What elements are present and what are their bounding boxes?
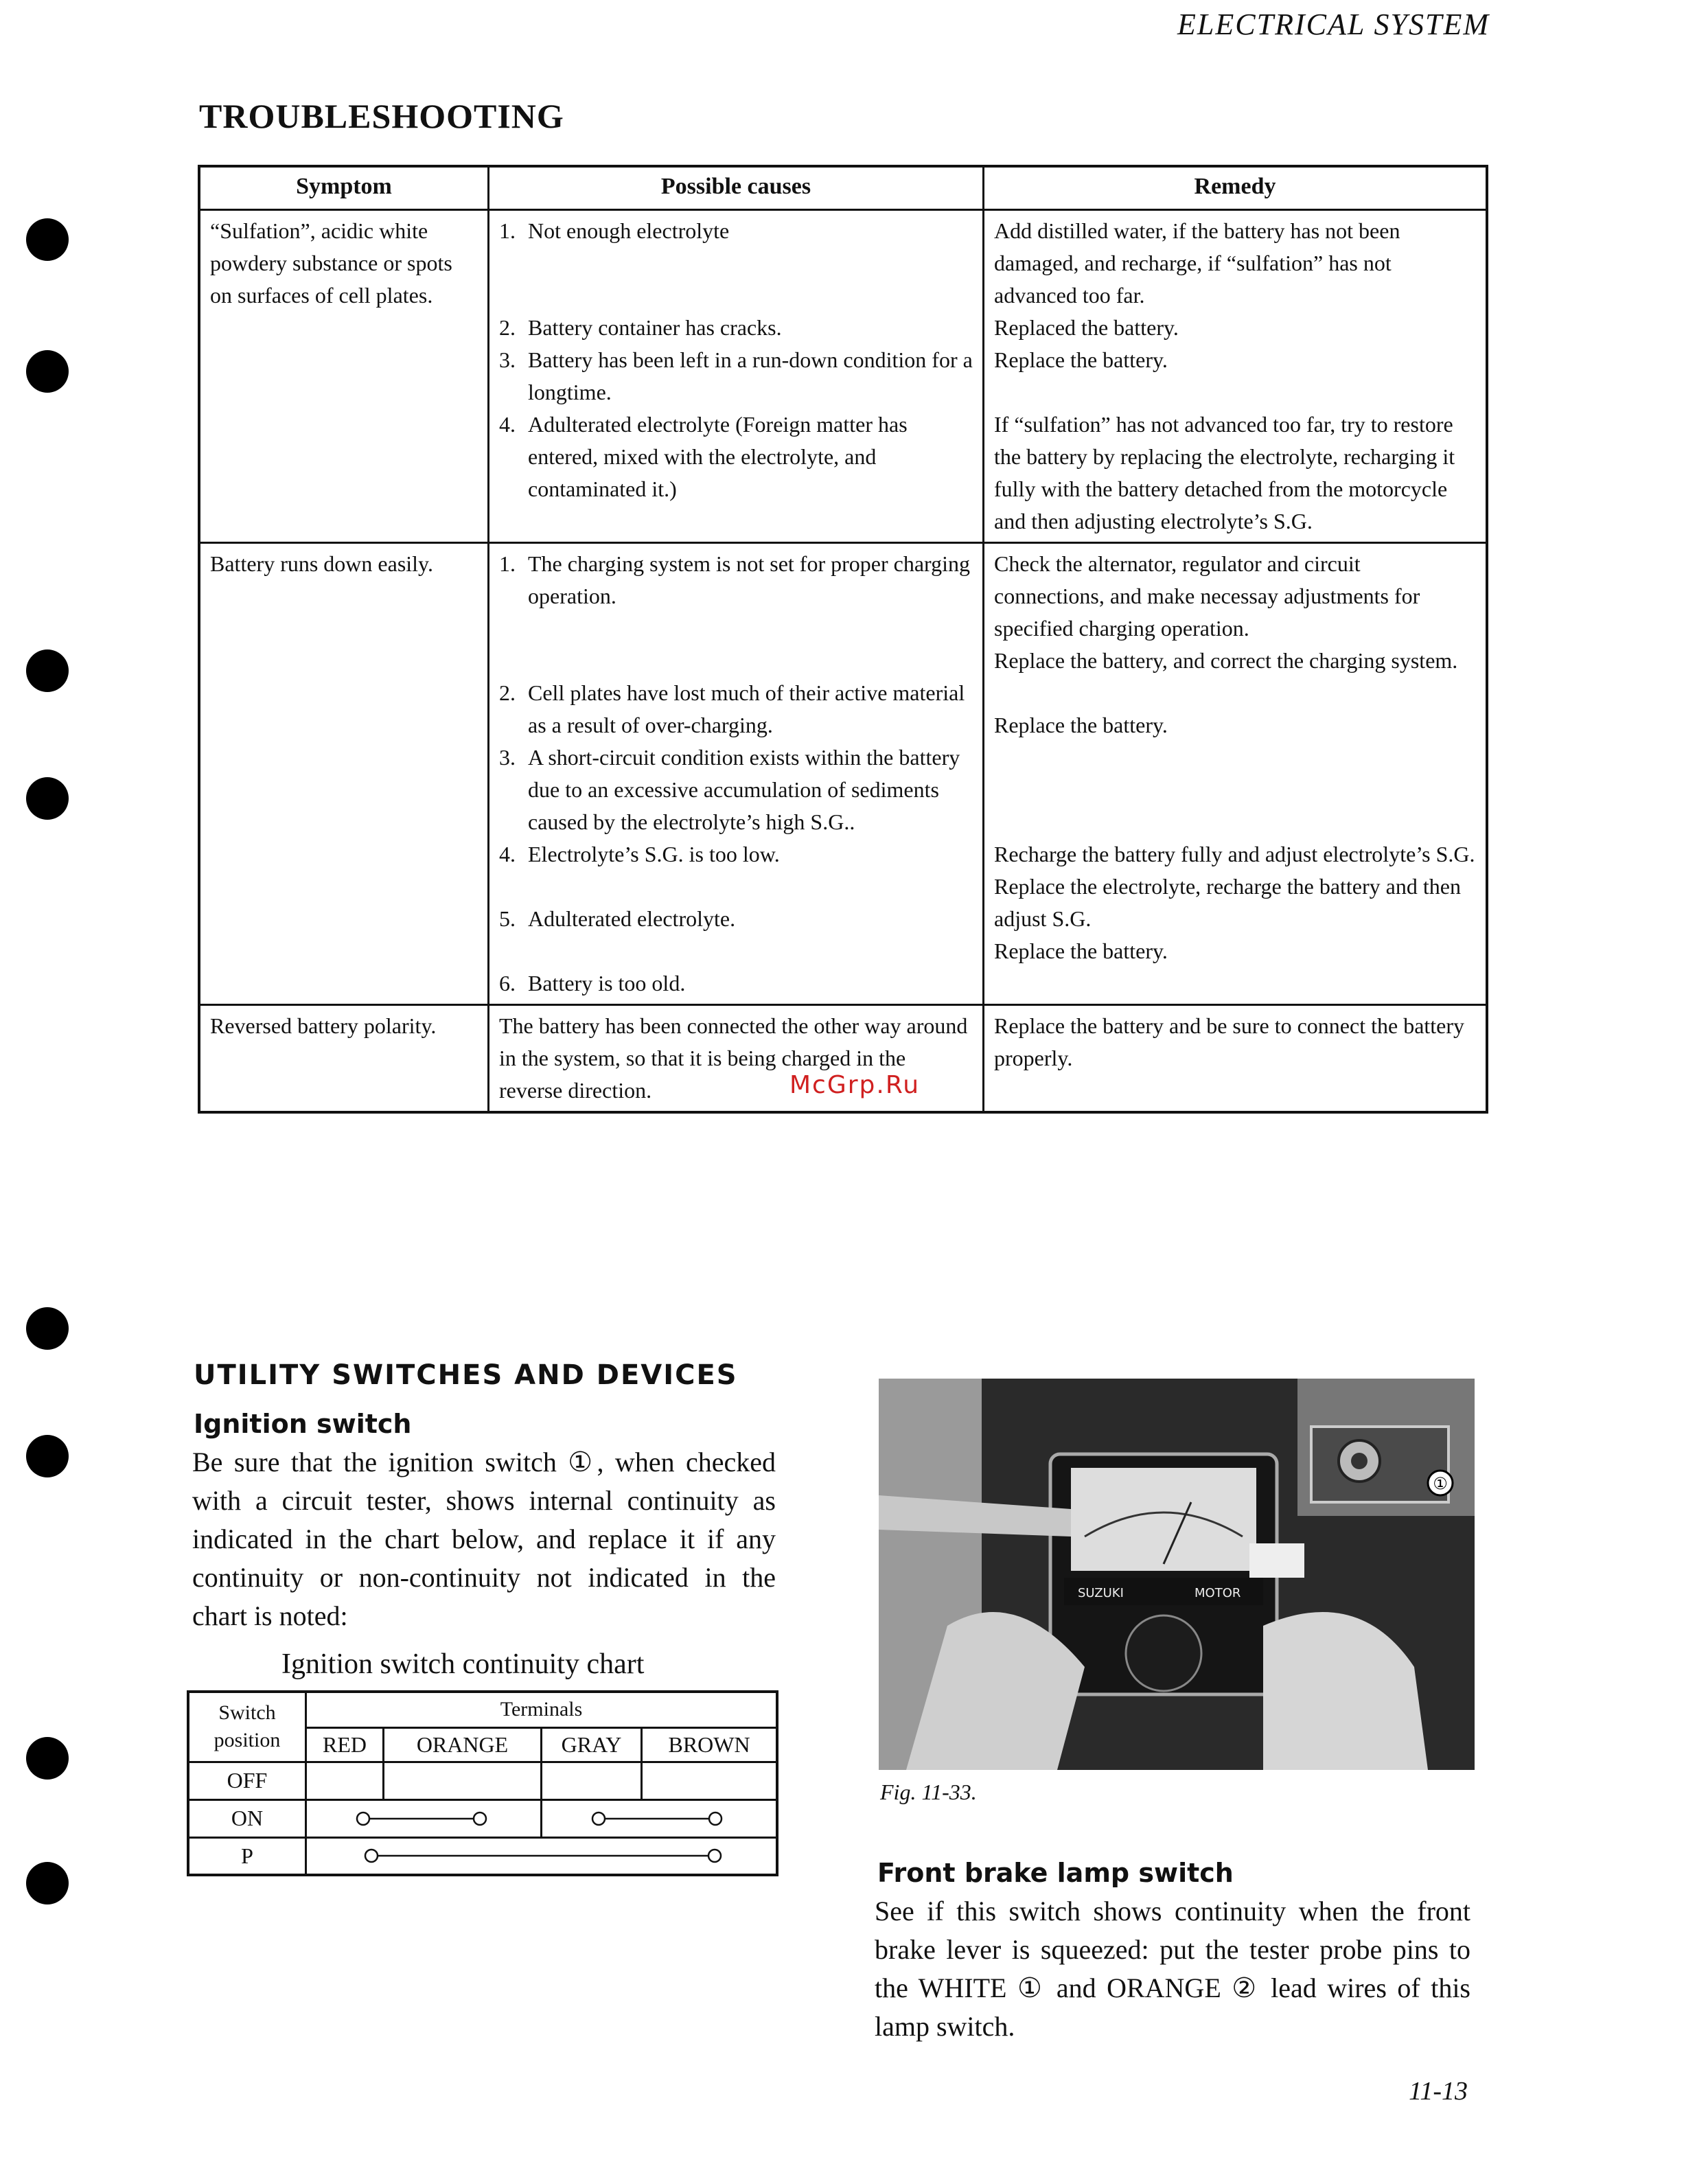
causes-cell [489,210,984,543]
causes-cell: The battery has been connected the other way around in the system, so that it is being charged in the reverse direction. [489,1005,984,1113]
binder-hole [26,1307,69,1350]
position-label: ON [188,1799,306,1837]
symptom-cell: Reversed battery polarity. [199,1005,489,1113]
section-heading: UTILITY SWITCHES AND DEVICES [194,1359,738,1391]
tester-photo [879,1379,1475,1770]
figure-callout: ① [1433,1474,1448,1493]
binder-hole [26,1862,69,1904]
page-title: TROUBLESHOOTING [199,97,564,135]
terminals-header: Terminals [306,1692,778,1727]
watermark: McGrp.Ru [789,1071,921,1099]
section-header: ELECTRICAL SYSTEM [1177,8,1490,41]
binder-hole [26,649,69,692]
cause-item: 2. Battery container has cracks. [499,315,782,340]
cause-item: 1. Not enough electrolyte [499,218,730,243]
table-row [199,210,1487,543]
subsection-heading: Ignition switch [194,1409,412,1439]
causes-cell [489,543,984,1005]
binder-hole [26,1737,69,1780]
remedy-cell: Check the alternator, regulator and circuit connections, and make necessay adjustments for specified charging operation. Replace the battery, and correct the charging system. Replace the battery. Recharge the battery fully and adjust electrolyte’s S.G. Replace the electrolyte, recharge the battery and then adjust S.G. Replace the battery. [984,543,1488,1005]
ignition-continuity-chart [187,1690,778,1876]
symptom-cell: Battery runs down easily. [199,543,489,1005]
figure-caption: Fig. 11-33. [880,1780,977,1804]
symptom-cell: “Sulfation”, acidic white powdery substance or spots on surfaces of cell plates. [199,210,489,543]
position-label: P [188,1837,306,1875]
cause-item: 3. A short-circuit condition exists within the battery due to an excessive accumulation of sediments caused by the electrolyte’s high S.G.. [499,745,960,834]
continuity-gray-brown [542,1799,778,1837]
binder-hole [26,1435,69,1477]
binder-hole [26,218,69,261]
cause-item: 3. Battery has been left in a run-down condition for a longtime. [499,347,973,404]
page-number: 11-13 [1409,2077,1468,2106]
column-header-causes: Possible causes [489,166,984,210]
remedy-cell: Add distilled water, if the battery has not been damaged, and recharge, if “sulfation” has not advanced too far. Replaced the battery. Replace the battery. If “sulfation” has not advanced too far, try to restore the battery by replacing the electrolyte, recharging it fully with the battery detached from the motorcycle and then adjusting electrolyte’s S.G. [984,210,1488,543]
ignition-paragraph: Be sure that the ignition switch ①, when checked with a circuit tester, shows internal continuity as indicated in the chart below, and replace it if any continuity or non-continuity not indicated in the chart is noted: [192,1447,776,1631]
troubleshooting-table [198,165,1488,1114]
terminal-header: BROWN [642,1727,777,1762]
terminal-header: GRAY [542,1727,642,1762]
cause-item: 2. Cell plates have lost much of their active material as a result of over-charging. [499,680,965,737]
meter-brand-label: SUZUKI [1078,1586,1124,1600]
subsection-heading: Front brake lamp switch [877,1858,1234,1888]
chart-title: Ignition switch continuity chart [281,1648,645,1680]
terminal-header: RED [306,1727,384,1762]
position-label: OFF [188,1762,306,1799]
meter-model-label: MOTOR [1195,1586,1241,1600]
column-header-remedy: Remedy [984,166,1488,210]
brake-paragraph: See if this switch shows continuity when the front brake lever is squeezed: put the tester probe pins to the WHITE ① and ORANGE ② lead wires of this lamp switch. [875,1896,1470,2042]
cause-item: 6. Battery is too old. [499,971,686,996]
terminal-header: ORANGE [384,1727,542,1762]
continuity-red-brown [306,1837,778,1875]
cause-item: 1. The charging system is not set for proper charging operation. [499,551,970,608]
column-header-symptom: Symptom [199,166,489,210]
continuity-red-orange [306,1799,542,1837]
remedy-cell: Replace the battery and be sure to connect the battery properly. [984,1005,1488,1113]
switch-position-header: Switch position [188,1692,306,1762]
cause-item: 5. Adulterated electrolyte. [499,906,736,931]
table-row [199,543,1487,1005]
cause-item: 4. Electrolyte’s S.G. is too low. [499,842,780,866]
binder-hole [26,777,69,820]
cause-item: 4. Adulterated electrolyte (Foreign matter has entered, mixed with the electrolyte, and contaminated it.) [499,412,908,501]
binder-hole [26,350,69,393]
